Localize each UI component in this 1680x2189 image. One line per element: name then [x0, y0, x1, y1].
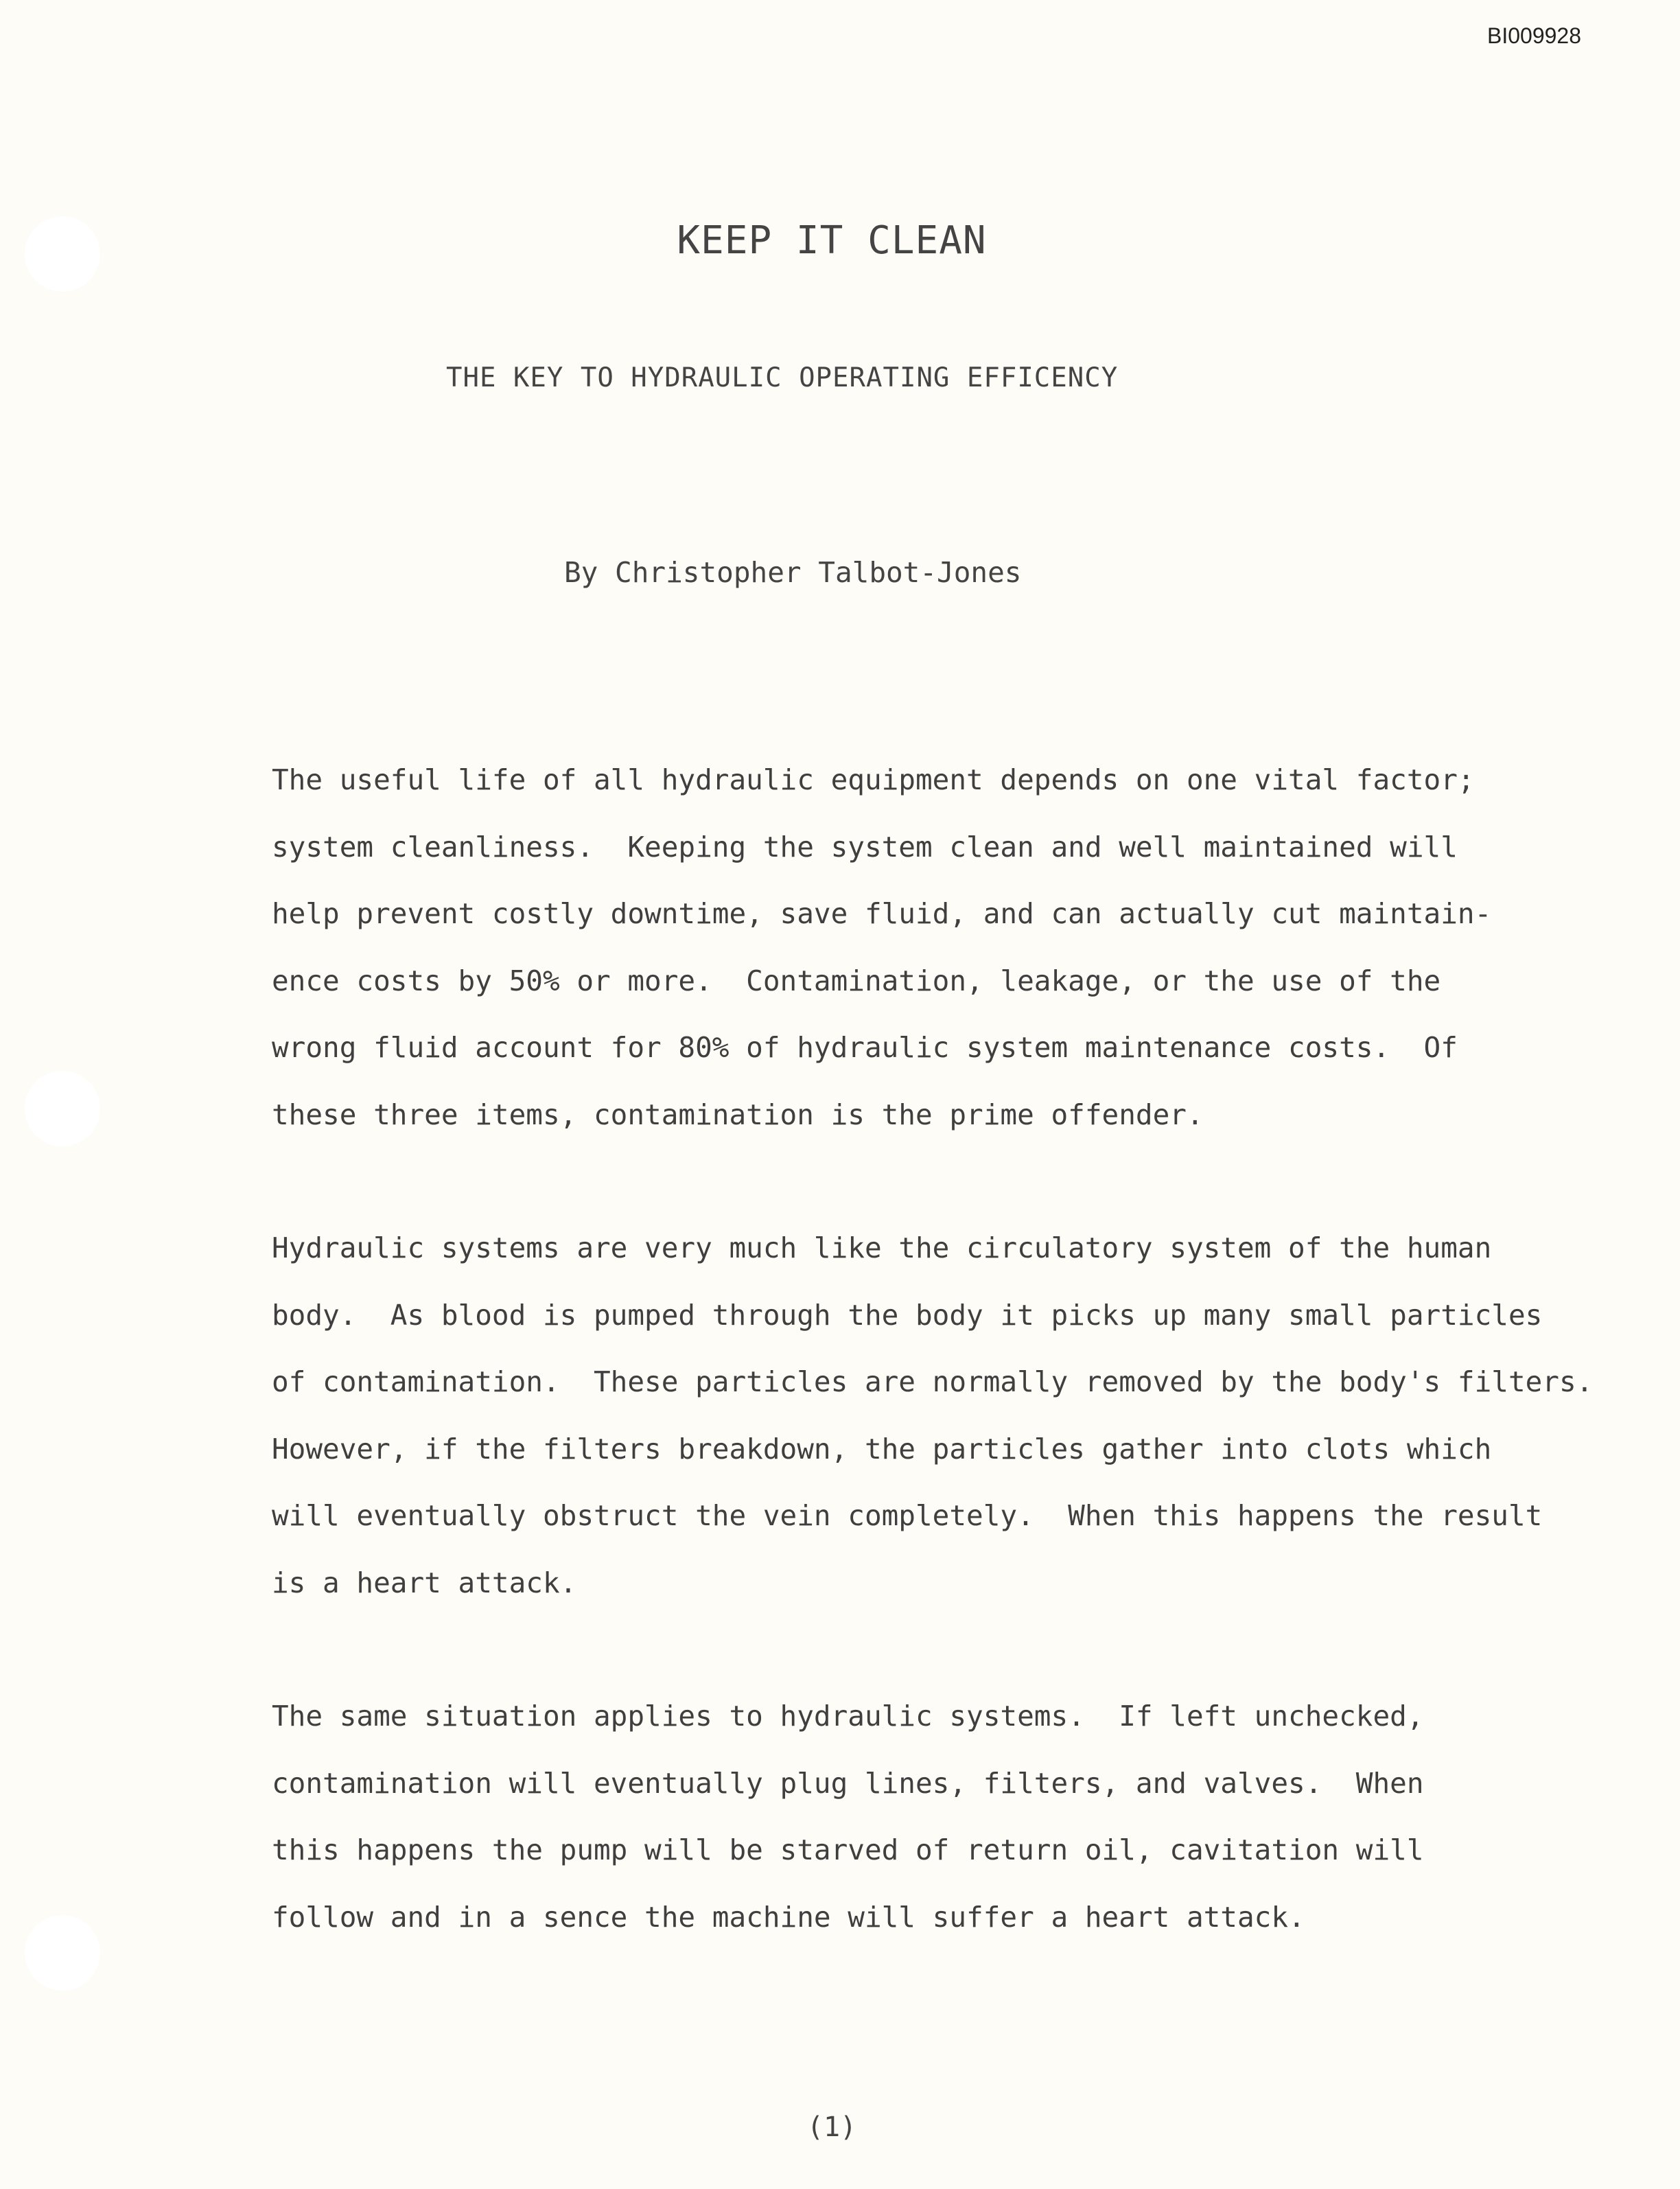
punch-hole	[25, 1071, 100, 1146]
text-line: help prevent costly downtime, save fluid, and can actually cut maintain-	[272, 897, 1492, 930]
page-number: (1)	[806, 2111, 857, 2143]
author-byline: By Christopher Talbot-Jones	[564, 556, 1022, 589]
paragraph-1	[272, 747, 1576, 1148]
document-title: KEEP IT CLEAN	[677, 218, 987, 263]
document-id: BI009928	[1486, 23, 1581, 48]
text-line: system cleanliness. Keeping the system clean and well maintained will	[272, 830, 1458, 864]
text-line: Hydraulic systems are very much like the circulatory system of the human	[272, 1231, 1492, 1264]
text-line: follow and in a sence the machine will suffer a heart attack.	[272, 1900, 1305, 1934]
text-line: this happens the pump will be starved of return oil, cavitation will	[272, 1833, 1424, 1866]
text-line: will eventually obstruct the vein completely. When this happens the result	[272, 1499, 1543, 1532]
text-line: ence costs by 50% or more. Contamination, leakage, or the use of the	[272, 964, 1441, 997]
text-line: The useful life of all hydraulic equipment depends on one vital factor;	[272, 763, 1475, 796]
text-line: However, if the filters breakdown, the particles gather into clots which	[272, 1432, 1492, 1466]
text-line: these three items, contamination is the prime offender.	[272, 1098, 1204, 1131]
text-line: wrong fluid account for 80% of hydraulic system maintenance costs. Of	[272, 1031, 1458, 1064]
text-line: of contamination. These particles are normally removed by the body's filters.	[272, 1365, 1594, 1398]
text-line: The same situation applies to hydraulic systems. If left unchecked,	[272, 1700, 1424, 1733]
text-line: is a heart attack.	[272, 1566, 577, 1599]
document-subtitle: THE KEY TO HYDRAULIC OPERATING EFFICENCY	[446, 362, 1119, 393]
text-line: body. As blood is pumped through the body it picks up many small particles	[272, 1298, 1543, 1332]
punch-hole	[25, 1915, 100, 1991]
paragraph-3	[272, 1683, 1576, 1951]
text-line: contamination will eventually plug lines, filters, and valves. When	[272, 1766, 1424, 1800]
paragraph-2	[272, 1215, 1594, 1617]
